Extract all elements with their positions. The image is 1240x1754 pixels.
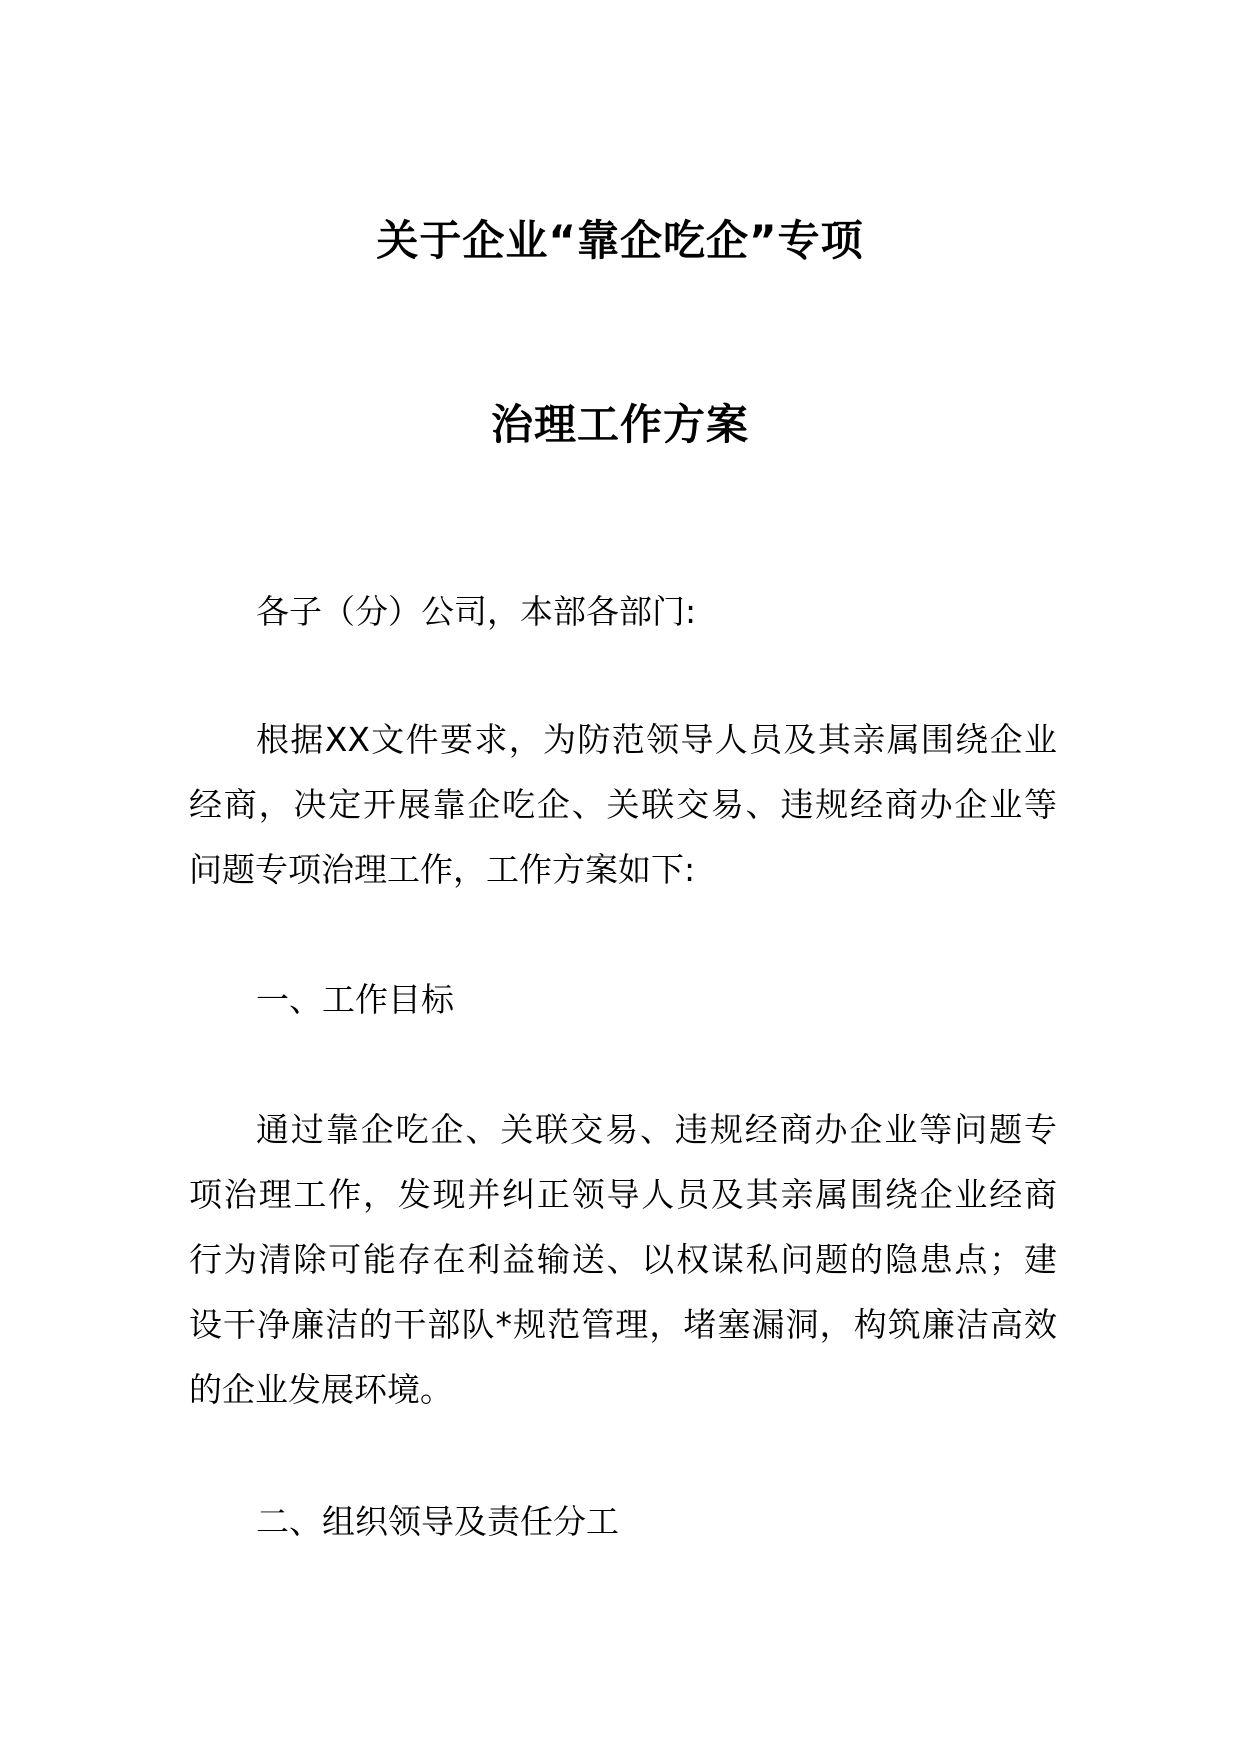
salutation: 各子（分）公司，本部各部门: [256, 592, 697, 631]
paragraph-line: 的企业发展环境。 [189, 1370, 453, 1409]
document-title-line-2: 治理工作方案 [490, 400, 749, 449]
paragraph-line: 项治理工作，发现并纠正领导人员及其亲属围绕企业经商 [189, 1175, 1057, 1214]
paragraph-line: 问题专项治理工作，工作方案如下: [189, 850, 696, 889]
paragraph-line: 行为清除可能存在利益输送、以权谋私问题的隐患点；建 [189, 1240, 1057, 1279]
paragraph-line: 经商，决定开展靠企吃企、关联交易、违规经商办企业等 [189, 785, 1057, 824]
paragraph-line: 设干净廉洁的干部队*规范管理，堵塞漏洞，构筑廉洁高效 [189, 1305, 1057, 1344]
paragraph-line: 根据XX文件要求，为防范领导人员及其亲属围绕企业 [256, 720, 1057, 759]
paragraph-line: 通过靠企吃企、关联交易、违规经商办企业等问题专 [256, 1110, 1057, 1149]
section-heading-2: 二、组织领导及责任分工 [256, 1502, 619, 1541]
document-title-line-1: 关于企业“靠企吃企”专项 [376, 216, 864, 265]
section-heading-1: 一、工作目标 [256, 980, 454, 1019]
